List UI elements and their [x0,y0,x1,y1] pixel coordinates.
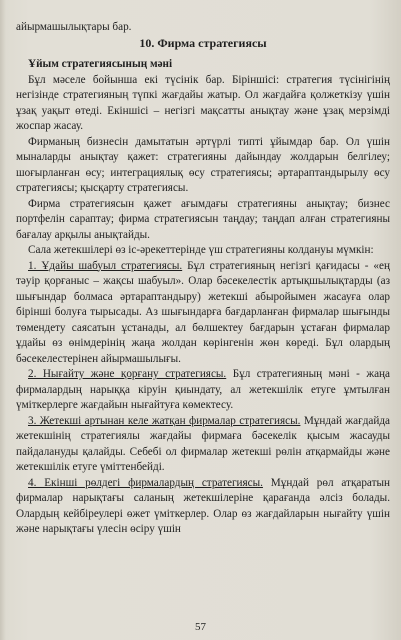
strategy-item-4-title: 4. Екінші рөлдегі фирмалардың стратегиясы. [28,476,263,489]
strategy-item-2 [16,367,390,414]
paragraph-4: Сала жетекшілері өз іс-әрекеттерінде үш стратегияны колдануы мүмкін: [28,244,374,256]
section-heading: Ұйым стратегиясының мәні [28,58,173,70]
strategy-item-3-title: 3. Жетекші артынан келе жатқан фирмалар стратегиясы. [28,414,301,427]
strategy-item-4 [16,476,390,538]
chapter-title: 10. Фирма стратегиясы [139,35,267,50]
strategy-item-4-text: Мұндай рөл атқаратын фирмалар нарықтағы саланың жетекшілеріне қарағанда әлсіз болады. Олардың кейбіреулері өжет үміткерлер. Олар өз жағдайларын нығайту үшін және нарықтағы үлесін өсіру үшін [16,476,391,535]
strategy-item-1-title: 1. Ұдайы шабуыл стратегиясы. [28,259,183,272]
paragraph-3: Фирма стратегиясын қажет ағымдағы стратегияны анықтау; бизнес портфелін сараптау; фирма стратегиясын таңдау; таңдап алған стратегияны бағалау арқылы анықтайды. [16,197,390,241]
strategy-item-3-text: Мұндай жағдайда жетекшінің стратегиялы жағдайы фирмаға бәсекелік қысым жасауды пайдалануды қалайды. Себебі ол фирмалар жетекші рөлін атқармайды және жетекшілік етуге үміттенбейді. [16,414,390,473]
paragraph-1: Бұл мәселе бойынша екі түсінік бар. Біріншісі: стратегия түсінігінің негізінде стратегияның түпкі жағдайы жатыр. Ол жағдайға қолжеткізу үшін ұзақ уақыт өтеді. Екіншісі – негізгі мақсатты анықтау және ұзақ мерзімді жоспар жасау. [16,73,390,132]
strategy-item-3 [16,414,390,476]
page-number: 57 [195,621,206,633]
strategy-item-2-text: Бұл стратегияның мәні - жаңа фирмалардың нарыққа кіруін қиындату, ал жетекшілік етуге ұмтылған үміткерлерге жағдайын нығайтуға көмектесу. [16,368,390,411]
paragraph-2: Фирманың бизнесін дамытатын әртүрлі типті ұйымдар бар. Ол үшін мыналарды анықтау қажет: стратегияны дайындау жолдарын белгілеу; шоғырланған өсу; интеграциялық өсу стратегиясы; әртараптандырылу өсу стратегиясы; қысқарту стратегиясы. [16,135,390,194]
strategy-item-1-text: Бұл стратегияның негізгі қағидасы - «ең тәуір қорғаныс – жақсы шабуыл». Олар бәсекелестік артықшылықтарды (аз шығындар болмаса әртараптандыру) жетекші абыройымен жасауға олар бірінші болуға тырысады. Аз шығындарға бағдарланған фирмалар шығынды төмендету саясатын ұстанады, ал бөлшектеу бағдарын ұстаған фирмалар ұдайы өз өнімдерінің жаңа жолдан көрінгенін жөн көреді. Бұл олардың бәсекелестерінен айырмашылығы. [16,259,390,365]
carryover-line: айырмашылықтары бар. [16,21,132,33]
strategy-item-2-title: 2. Нығайту және қорғану стратегиясы. [28,368,227,380]
page-content [16,20,390,538]
strategy-item-1 [16,259,390,368]
